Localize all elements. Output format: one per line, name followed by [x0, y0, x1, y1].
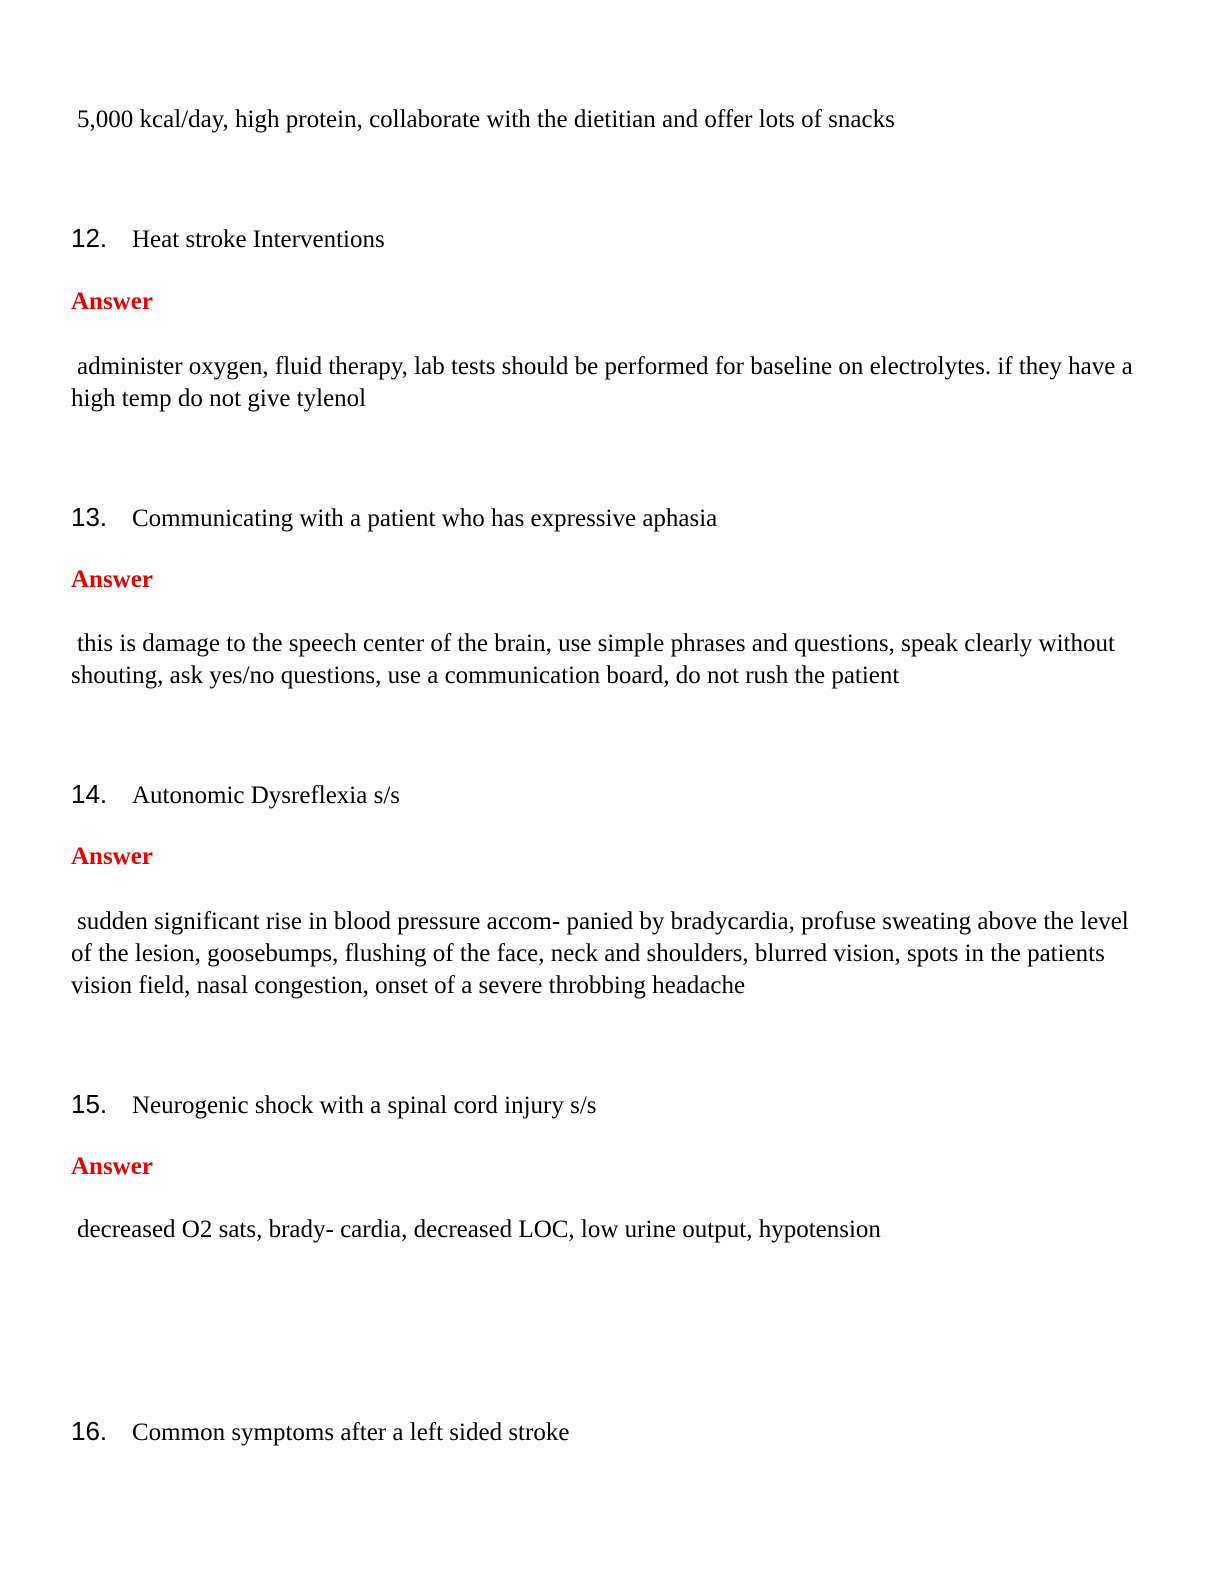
answer-block [71, 628, 1141, 692]
answer-label: Answer [71, 288, 153, 315]
question-row [71, 501, 1141, 535]
answer-text [71, 906, 1141, 1002]
answer-text-content: this is damage to the speech center of the brain, use simple phrases and questions, speak clearly without shouting, ask yes/no questions, use a communication board, do not rush the patient [71, 630, 1115, 689]
answer-label-row [71, 1151, 1141, 1183]
question-row [71, 222, 1141, 256]
question-text: Common symptoms after a left sided stroke [132, 1419, 570, 1446]
question-text: Communicating with a patient who has expressive aphasia [132, 505, 718, 532]
question-number: 12. [71, 223, 108, 253]
question-number: 16. [71, 1416, 108, 1446]
question-row [71, 778, 1141, 812]
answer-block [71, 351, 1141, 415]
answer-text-content: administer oxygen, fluid therapy, lab tests should be performed for baseline on electrolytes. if they have a high temp do not give tylenol [71, 353, 1133, 412]
question-number: 15. [71, 1089, 108, 1119]
question-row [71, 1088, 1141, 1122]
answer-text [71, 104, 1141, 136]
question-text: Autonomic Dysreflexia s/s [132, 782, 401, 809]
answer-label: Answer [71, 566, 153, 593]
answer-block [71, 906, 1141, 1002]
answer-label-row [71, 286, 1141, 318]
question [71, 222, 1141, 256]
answer-text [71, 1214, 1141, 1246]
question-number: 13. [71, 502, 108, 532]
answer-text-content: decreased O2 sats, brady- cardia, decreased LOC, low urine output, hypotension [77, 1216, 881, 1243]
answer-label-row [71, 841, 1141, 873]
answer-text-content: sudden significant rise in blood pressure accom- panied by bradycardia, profuse sweating above the level of the lesion, goosebumps, flushing of the face, neck and shoulders, blurred vision, spots in the patients vision field, nasal congestion, onset of a severe throbbing headache [71, 908, 1129, 999]
question-text: Neurogenic shock with a spinal cord injury s/s [132, 1092, 597, 1119]
answer-text-content: 5,000 kcal/day, high protein, collaborate with the dietitian and offer lots of snacks [77, 106, 895, 133]
answer-label: Answer [71, 1153, 153, 1180]
question-row [71, 1415, 1141, 1449]
question [71, 1088, 1141, 1122]
top-answer-block [71, 104, 1141, 136]
answer-block [71, 1214, 1141, 1246]
question [71, 501, 1141, 535]
question-text: Heat stroke Interventions [132, 226, 385, 253]
question-number: 14. [71, 779, 108, 809]
answer-text [71, 351, 1141, 415]
answer-label-row [71, 564, 1141, 596]
question [71, 1415, 1141, 1449]
answer-label: Answer [71, 843, 153, 870]
answer-text [71, 628, 1141, 692]
question [71, 778, 1141, 812]
